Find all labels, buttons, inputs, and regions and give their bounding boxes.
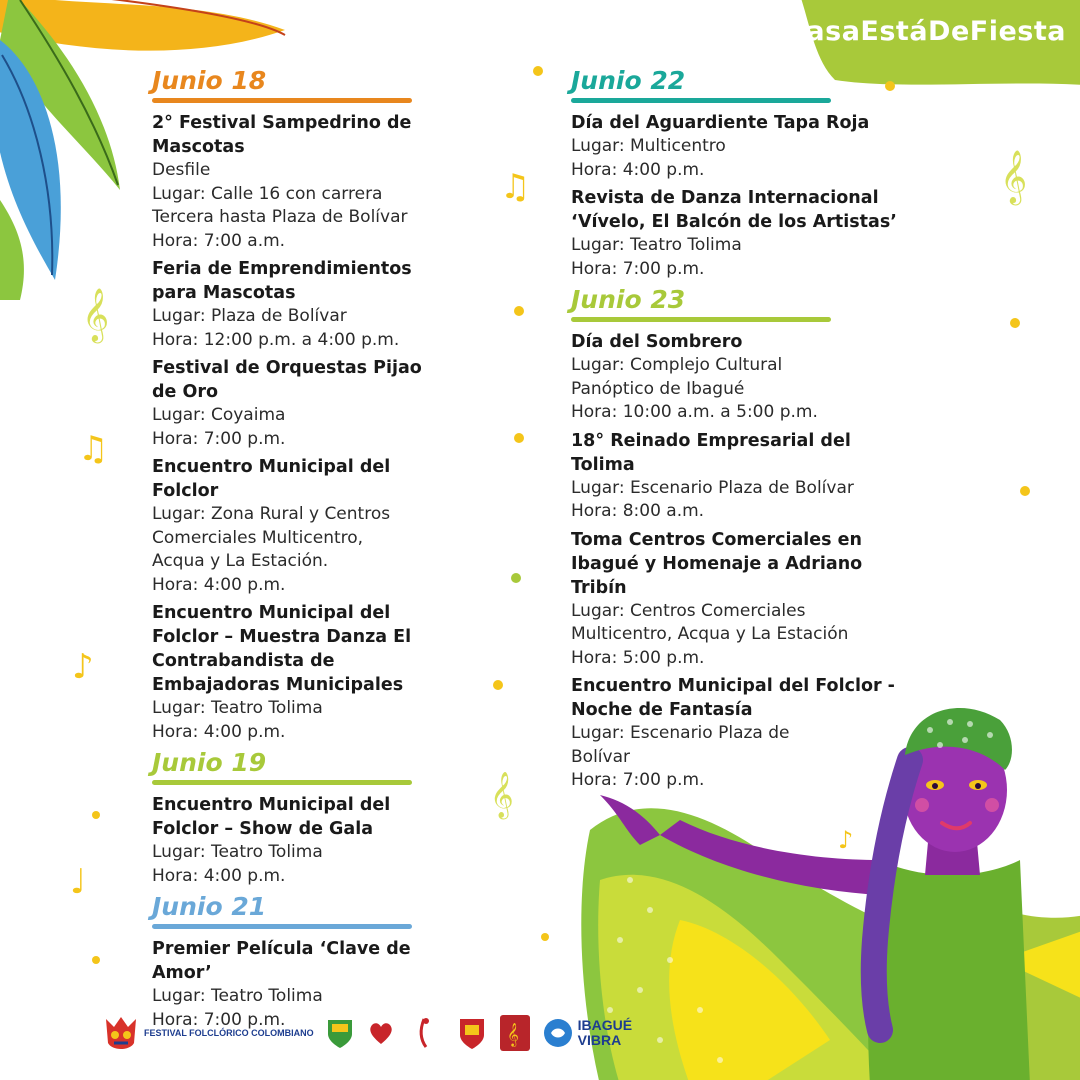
left-date-block [152,66,452,744]
date-underline [152,924,412,929]
right-date-block [571,285,911,793]
festival-logo-text: FESTIVAL FOLCLÓRICO COLOMBIANO [144,1027,314,1038]
date-heading: Junio 22 [571,66,686,95]
musical-note-badge-icon [498,1013,532,1053]
event-item [152,356,452,451]
svg-text:♪: ♪ [72,647,94,687]
event-detail: Hora: 5:00 p.m. [571,647,705,668]
event-detail: Hora: 7:00 a.m. [152,230,286,251]
event-title: 18° Reinado Empresarial del Tolima [571,430,851,475]
event-detail: Lugar: Teatro Tolima [152,698,323,718]
cultura-logo [406,1015,446,1051]
svg-text:𝄞: 𝄞 [490,772,514,818]
svg-text:𝄞: 𝄞 [1000,149,1028,203]
event-detail: Lugar: Escenario Plaza de [571,723,790,743]
event-detail: Hora: 4:00 p.m. [152,574,286,595]
event-detail: Lugar: Multicentro [571,136,726,156]
event-title: Revista de Danza Internacional ‘Vívelo, El Balcón de los Artistas’ [571,188,897,232]
event-detail: Lugar: Teatro Tolima [152,986,323,1006]
left-schedule-column [152,66,452,1036]
svg-text:𝄞: 𝄞 [506,1022,519,1046]
svg-text:𝄞: 𝄞 [82,287,110,341]
event-item [571,111,911,182]
cultura-figure-icon [406,1015,446,1051]
alcaldia-shield-icon [456,1015,488,1051]
event-detail: Hora: 4:00 p.m. [571,159,705,180]
event-detail: Lugar: Teatro Tolima [152,842,323,862]
alcaldia-logo [456,1015,488,1051]
tolima-heart-icon [366,1018,396,1048]
date-underline [152,780,412,785]
event-title: Toma Centros Comerciales en Ibagué y Homenaje a Adriano Tribín [571,529,863,598]
event-detail: Hora: 4:00 p.m. [152,721,286,742]
event-detail: Hora: 12:00 p.m. a 4:00 p.m. [152,329,400,350]
event-detail: Lugar: Escenario Plaza de Bolívar [571,477,854,498]
event-detail: Lugar: Plaza de Bolívar [152,306,347,326]
event-item [571,528,911,671]
event-detail: Bolívar [571,746,630,767]
date-heading: Junio 21 [152,892,267,921]
tolima-logo [366,1018,396,1048]
event-title: Día del Sombrero [571,332,743,352]
ibague-vibra-text: IBAGUÉ VIBRA [577,1017,633,1048]
event-title: Encuentro Municipal del Folclor – Show de Gala [152,795,391,839]
svg-text:♫: ♫ [500,167,531,207]
date-underline [571,98,831,103]
event-item [152,111,452,253]
event-item [571,429,911,524]
event-detail: Hora: 7:00 p.m. [152,428,286,449]
event-item [152,793,452,888]
event-item [571,674,911,793]
event-detail: Lugar: Calle 16 con carrera [152,183,383,204]
event-item [152,601,452,744]
event-detail: Hora: 7:00 p.m. [571,770,705,790]
event-item [152,455,452,597]
event-item [571,186,911,281]
event-detail: Hora: 7:00 p.m. [152,1009,286,1030]
date-underline [571,317,831,322]
event-title: Día del Aguardiente Tapa Roja [571,113,870,133]
svg-text:♩: ♩ [70,862,87,902]
event-detail: Lugar: Coyaima [152,405,286,425]
gobernacion-shield-icon [324,1016,356,1050]
sponsor-logos-strip [102,1008,633,1058]
hashtag-text: #MiCasaEstáDeFiesta [725,16,1066,47]
gobernacion-logo [324,1016,356,1050]
event-detail: Hora: 10:00 a.m. a 5:00 p.m. [571,402,818,422]
svg-text:♪: ♪ [838,826,854,854]
event-title: Feria de Emprendimientos para Mascotas [152,259,412,303]
event-title: Encuentro Municipal del Folclor - Noche de Fantasía [571,676,895,720]
ibague-vibra-logo [542,1017,633,1049]
event-title: Festival de Orquestas Pijao de Oro [152,358,422,402]
festival-logo [102,1013,314,1053]
event-detail: Lugar: Centros Comerciales [571,600,806,621]
ibague-vibra-icon [542,1017,574,1049]
event-detail: Desfile [152,160,211,180]
event-detail: Comerciales Multicentro, [152,527,364,548]
event-title: 2° Festival Sampedrino de Mascotas [152,113,412,157]
date-heading: Junio 18 [152,66,267,95]
event-title: Encuentro Municipal del Folclor [152,457,391,501]
right-date-block [571,66,911,281]
event-detail: Lugar: Complejo Cultural [571,355,783,375]
left-date-block [152,748,452,888]
event-detail: Multicentro, Acqua y La Estación [571,624,849,644]
event-item [571,330,911,425]
event-detail: Lugar: Zona Rural y Centros [152,504,391,524]
event-detail: Hora: 7:00 p.m. [571,258,705,279]
right-schedule-column [571,66,911,797]
event-detail: Hora: 8:00 a.m. [571,501,705,521]
event-detail: Acqua y La Estación. [152,551,329,571]
event-detail: Hora: 4:00 p.m. [152,865,286,886]
svg-text:♫: ♫ [78,429,109,469]
event-title: Encuentro Municipal del Folclor – Muestra Danza El Contrabandista de Embajadoras Municipales [152,603,412,695]
date-underline [152,98,412,103]
date-heading: Junio 23 [571,285,686,314]
event-detail: Lugar: Teatro Tolima [571,235,742,255]
festival-mask-icon [102,1013,140,1053]
event-detail: Tercera hasta Plaza de Bolívar [152,207,408,227]
musical-logo [498,1013,532,1053]
event-detail: Panóptico de Ibagué [571,378,745,399]
event-title: Premier Película ‘Clave de Amor’ [152,939,411,983]
date-heading: Junio 19 [152,748,267,777]
event-item [152,257,452,352]
